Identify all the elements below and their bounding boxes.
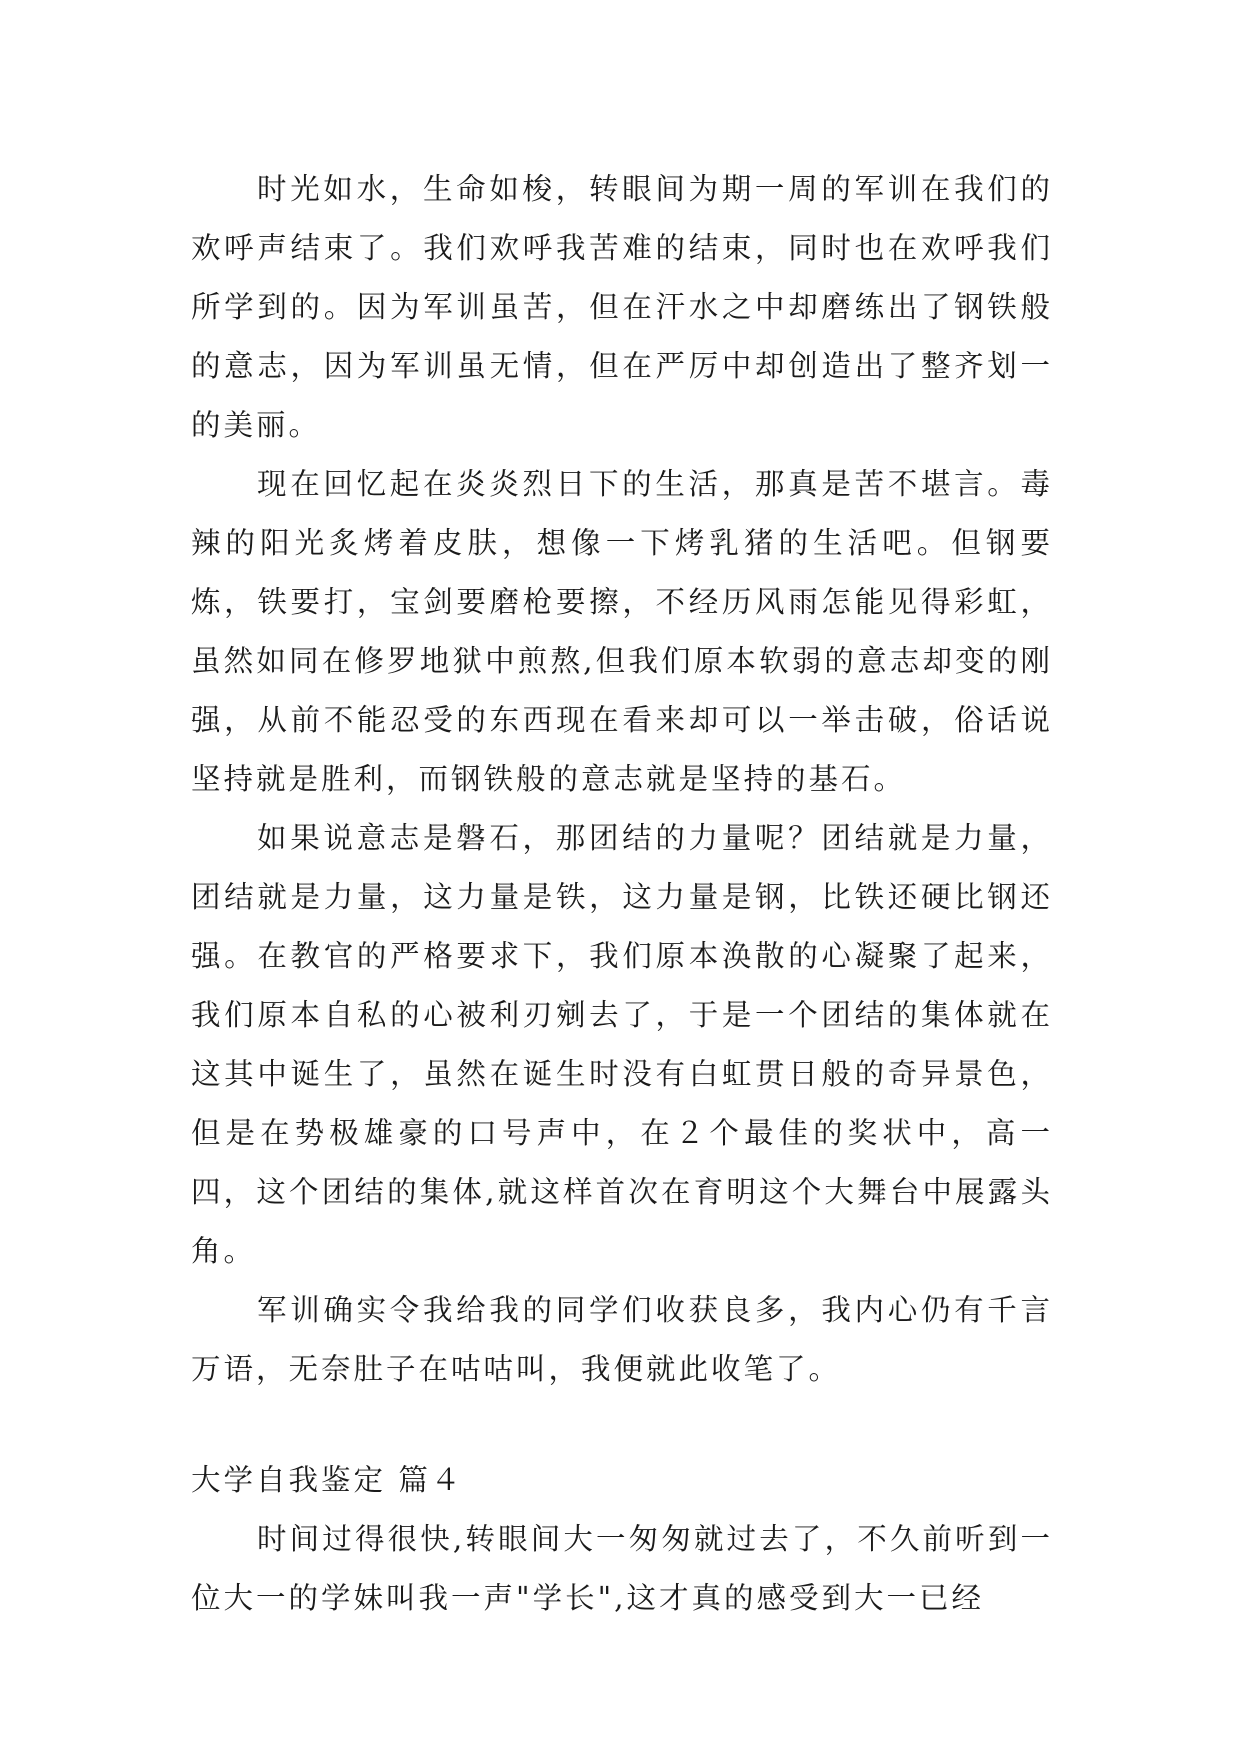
- body-paragraph: 军训确实令我给我的同学们收获良多，我内心仍有千言万语，无奈肚子在咕咕叫，我便就此收笔了。: [191, 1293, 1053, 1386]
- body-paragraph: 时光如水，生命如梭，转眼间为期一周的军训在我们的欢呼声结束了。我们欢呼我苦难的结束，同时也在欢呼我们所学到的。因为军训虽苦，但在汗水之中却磨练出了钢铁般的意志，因为军训虽无情，但在严厉中却创造出了整齐划一的美丽。: [191, 172, 1053, 442]
- body-paragraph: 现在回忆起在炎炎烈日下的生活，那真是苦不堪言。毒辣的阳光炙烤着皮肤，想像一下烤乳猪的生活吧。但钢要炼，铁要打，宝剑要磨枪要擦，不经历风雨怎能见得彩虹，虽然如同在修罗地狱中煎熬,但我们原本软弱的意志却变的刚强，从前不能忍受的东西现在看来却可以一举击破，俗话说坚持就是胜利，而钢铁般的意志就是坚持的基石。: [191, 467, 1053, 796]
- section-heading: 大学自我鉴定 篇４: [191, 1463, 464, 1497]
- body-paragraph: 如果说意志是磐石，那团结的力量呢？团结就是力量，团结就是力量，这力量是铁，这力量是钢，比铁还硬比钢还强。在教官的严格要求下，我们原本涣散的心凝聚了起来，我们原本自私的心被利刃剜去了，于是一个团结的集体就在这其中诞生了，虽然在诞生时没有白虹贯日般的奇异景色，但是在势极雄豪的口号声中，在２个最佳的奖状中，高一四，这个团结的集体,就这样首次在育明这个大舞台中展露头角。: [191, 821, 1053, 1268]
- document-page: [191, 160, 1053, 1628]
- section-paragraph: 时间过得很快,转眼间大一匆匆就过去了，不久前听到一位大一的学妹叫我一声"学长",这才真的感受到大一已经: [191, 1522, 1053, 1615]
